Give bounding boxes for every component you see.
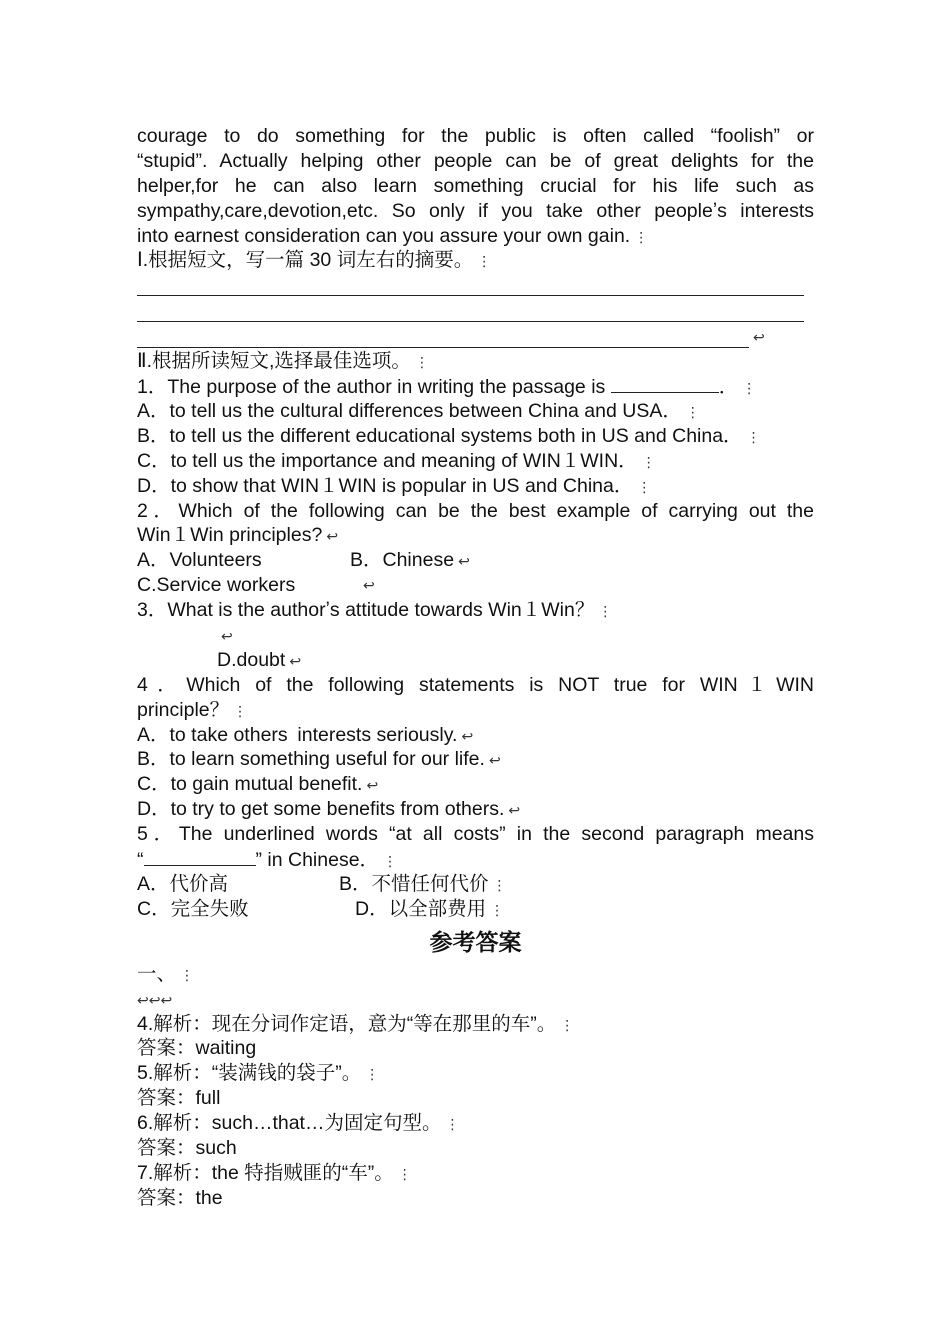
summary-answer-line-3-row — [137, 324, 814, 349]
q5-option-b: B．不惜任何代价 — [339, 872, 489, 895]
q5-answer-blank[interactable] — [144, 847, 256, 866]
q3-option-d: D.doubt — [217, 648, 286, 671]
q1-answer-blank[interactable] — [611, 374, 719, 393]
paragraph-mark-icon: ⋮ — [641, 453, 656, 470]
q1-option-c — [137, 449, 814, 474]
document-content — [137, 124, 814, 1211]
passage-line-5 — [137, 224, 814, 249]
q2-option-a: A．Volunteers — [137, 549, 262, 572]
line-break-mark-icon: ↩ — [461, 727, 474, 744]
line-break-mark-icon: ↩ — [366, 777, 379, 794]
passage-line-4: sympathy,care,devotion,etc. So only if you take other peopleʼs interests — [137, 199, 814, 222]
q2-option-b-wrap — [350, 548, 470, 574]
q5-option-d: D．以全部费用 — [355, 897, 487, 920]
q3-stem — [137, 598, 814, 623]
line-break-mark-icon: ↩ — [221, 628, 233, 645]
q2-options-row-1 — [137, 548, 814, 573]
q5-options-row-1 — [137, 872, 814, 897]
paragraph-mark-icon: ⋮ — [492, 876, 507, 893]
paragraph-mark-icon: ⋮ — [365, 1066, 380, 1083]
answer-5: 答案：full — [137, 1087, 221, 1110]
q2-option-c: C.Service workers — [137, 574, 296, 597]
q2-stem-line-2 — [137, 523, 814, 548]
answers-marks-row — [137, 987, 814, 1012]
q4-option-c-text: C．to gain mutual benefit. — [137, 773, 363, 796]
answer-4-explanation — [137, 1012, 814, 1037]
q4-option-a-text: A．to take others interests seriously. — [137, 723, 458, 746]
paragraph-mark-icon: ⋮ — [685, 404, 700, 421]
passage-line-5-text: into earnest consideration can you assure your own gain. — [137, 224, 631, 247]
answer-5-explanation-text: 5.解析：“装满钱的袋子”。 — [137, 1062, 362, 1085]
section-1-title-text: Ⅰ.根据短文，写一篇 30 词左右的摘要。 — [137, 249, 474, 272]
q5-open-quote: “ — [137, 849, 144, 872]
q4-stem-line-2-text: principle？ — [137, 698, 230, 721]
paragraph-mark-icon: ⋮ — [560, 1016, 575, 1033]
q5-option-b-wrap — [339, 872, 507, 898]
q4-option-b — [137, 747, 814, 772]
q2-options-row-2 — [137, 573, 814, 598]
q1-option-a-text: A．to tell us the cultural differences between China and USA． — [137, 400, 682, 423]
paragraph-mark-icon: ⋮ — [233, 702, 248, 719]
paragraph-mark-icon: ⋮ — [477, 253, 492, 270]
q3-options-row-1 — [137, 623, 814, 648]
answers-part-1-text: 一、 — [137, 962, 177, 985]
q5-stem-line-2 — [137, 847, 814, 872]
summary-answer-line-1[interactable] — [137, 273, 804, 296]
line-break-mark-icon: ↩ — [289, 652, 302, 669]
q5-option-a: A．代价高 — [137, 872, 229, 895]
answer-4-explanation-text: 4.解析：现在分词作定语，意为“等在那里的车”。 — [137, 1012, 557, 1035]
q4-stem-line-2 — [137, 698, 814, 723]
answer-6: 答案：such — [137, 1136, 237, 1159]
q5-option-c: C．完全失败 — [137, 897, 249, 920]
answer-7-explanation-text: 7.解析：the 特指贼匪的“车”。 — [137, 1161, 394, 1184]
paragraph-mark-icon: ⋮ — [634, 228, 649, 245]
q3-options-row-2 — [137, 648, 814, 673]
q1-option-d-text: D．to show that WIN１WIN is popular in US and China． — [137, 474, 634, 497]
paragraph-mark-icon: ⋮ — [598, 603, 613, 620]
q1-option-b-text: B．to tell us the different educational systems both in US and China． — [137, 424, 743, 447]
paragraph-mark-icon: ⋮ — [397, 1165, 412, 1182]
q1-option-d — [137, 474, 814, 499]
answer-5-explanation — [137, 1061, 814, 1086]
section-2-title — [137, 349, 814, 374]
q2-stem-line-1: 2．Which of the following can be the best example of carrying out the — [137, 499, 814, 522]
passage-line-3: helper,for he can also learn something crucial for his life such as — [137, 174, 814, 197]
q5-close-text: ” in Chinese． — [255, 849, 380, 872]
line-break-mark-icon: ↩ — [458, 553, 470, 570]
paragraph-mark-icon: ⋮ — [414, 354, 429, 371]
q3-stem-text: 3．What is the authorʼs attitude towards Win１Win？ — [137, 599, 595, 622]
paragraph-mark-icon: ⋮ — [742, 380, 757, 397]
q4-stem-line-1: 4．Which of the following statements is NOT true for WIN１WIN — [137, 673, 814, 696]
paragraph-mark-icon: ⋮ — [637, 478, 652, 495]
passage-line-1: courage to do something for the public is often called “foolish” or — [137, 125, 814, 147]
summary-answer-line-2[interactable] — [137, 299, 804, 322]
line-break-mark-icon: ↩ — [508, 802, 521, 819]
passage-line-2: “stupid”. Actually helping other people can be of great delights for the — [137, 149, 814, 172]
paragraph-mark-icon: ⋮ — [445, 1116, 460, 1133]
answers-heading: 参考答案 — [429, 928, 522, 955]
q1-option-c-text: C．to tell us the importance and meaning of WIN１WIN． — [137, 449, 638, 472]
q1-option-b — [137, 424, 814, 449]
q1-stem-end: ． — [718, 376, 739, 399]
q5-stem-line-1: 5．The underlined words “at all costs” in the second paragraph means — [137, 823, 814, 846]
paragraph-mark-icon: ⋮ — [746, 428, 761, 445]
answer-7-explanation — [137, 1161, 814, 1186]
section-1-title — [137, 248, 814, 273]
summary-answer-line-3[interactable] — [137, 325, 749, 348]
q1-stem-text: 1．The purpose of the author in writing the passage is — [137, 376, 606, 399]
q5-options-row-2 — [137, 897, 814, 922]
line-break-mark-icon: ↩↩↩ — [137, 991, 173, 1008]
q2-stem-line-2-text: Win１Win principles? — [137, 524, 323, 547]
q1-stem — [137, 374, 814, 399]
answer-7: 答案：the — [137, 1186, 223, 1209]
q4-option-a — [137, 723, 814, 748]
answer-4: 答案：waiting — [137, 1037, 257, 1060]
answers-part-1 — [137, 962, 814, 987]
paragraph-mark-icon: ⋮ — [490, 901, 505, 918]
answer-6-explanation — [137, 1111, 814, 1136]
q5-option-d-wrap — [355, 897, 504, 923]
answer-6-explanation-text: 6.解析：such…that…为固定句型。 — [137, 1112, 442, 1135]
paragraph-mark-icon: ⋮ — [180, 966, 195, 983]
q2-option-b: B．Chinese — [350, 549, 455, 572]
q4-option-d — [137, 797, 814, 822]
line-break-mark-icon: ↩ — [753, 329, 765, 346]
paragraph-mark-icon: ⋮ — [383, 853, 398, 870]
q4-option-b-text: B．to learn something useful for our life. — [137, 748, 485, 771]
q4-option-d-text: D．to try to get some benefits from others. — [137, 798, 505, 821]
section-2-title-text: Ⅱ.根据所读短文,选择最佳选项。 — [137, 350, 411, 373]
line-break-mark-icon: ↩ — [326, 528, 339, 545]
line-break-mark-icon: ↩ — [488, 752, 501, 769]
q1-option-a — [137, 399, 814, 424]
line-break-mark-icon: ↩ — [363, 577, 375, 594]
q4-option-c — [137, 772, 814, 797]
